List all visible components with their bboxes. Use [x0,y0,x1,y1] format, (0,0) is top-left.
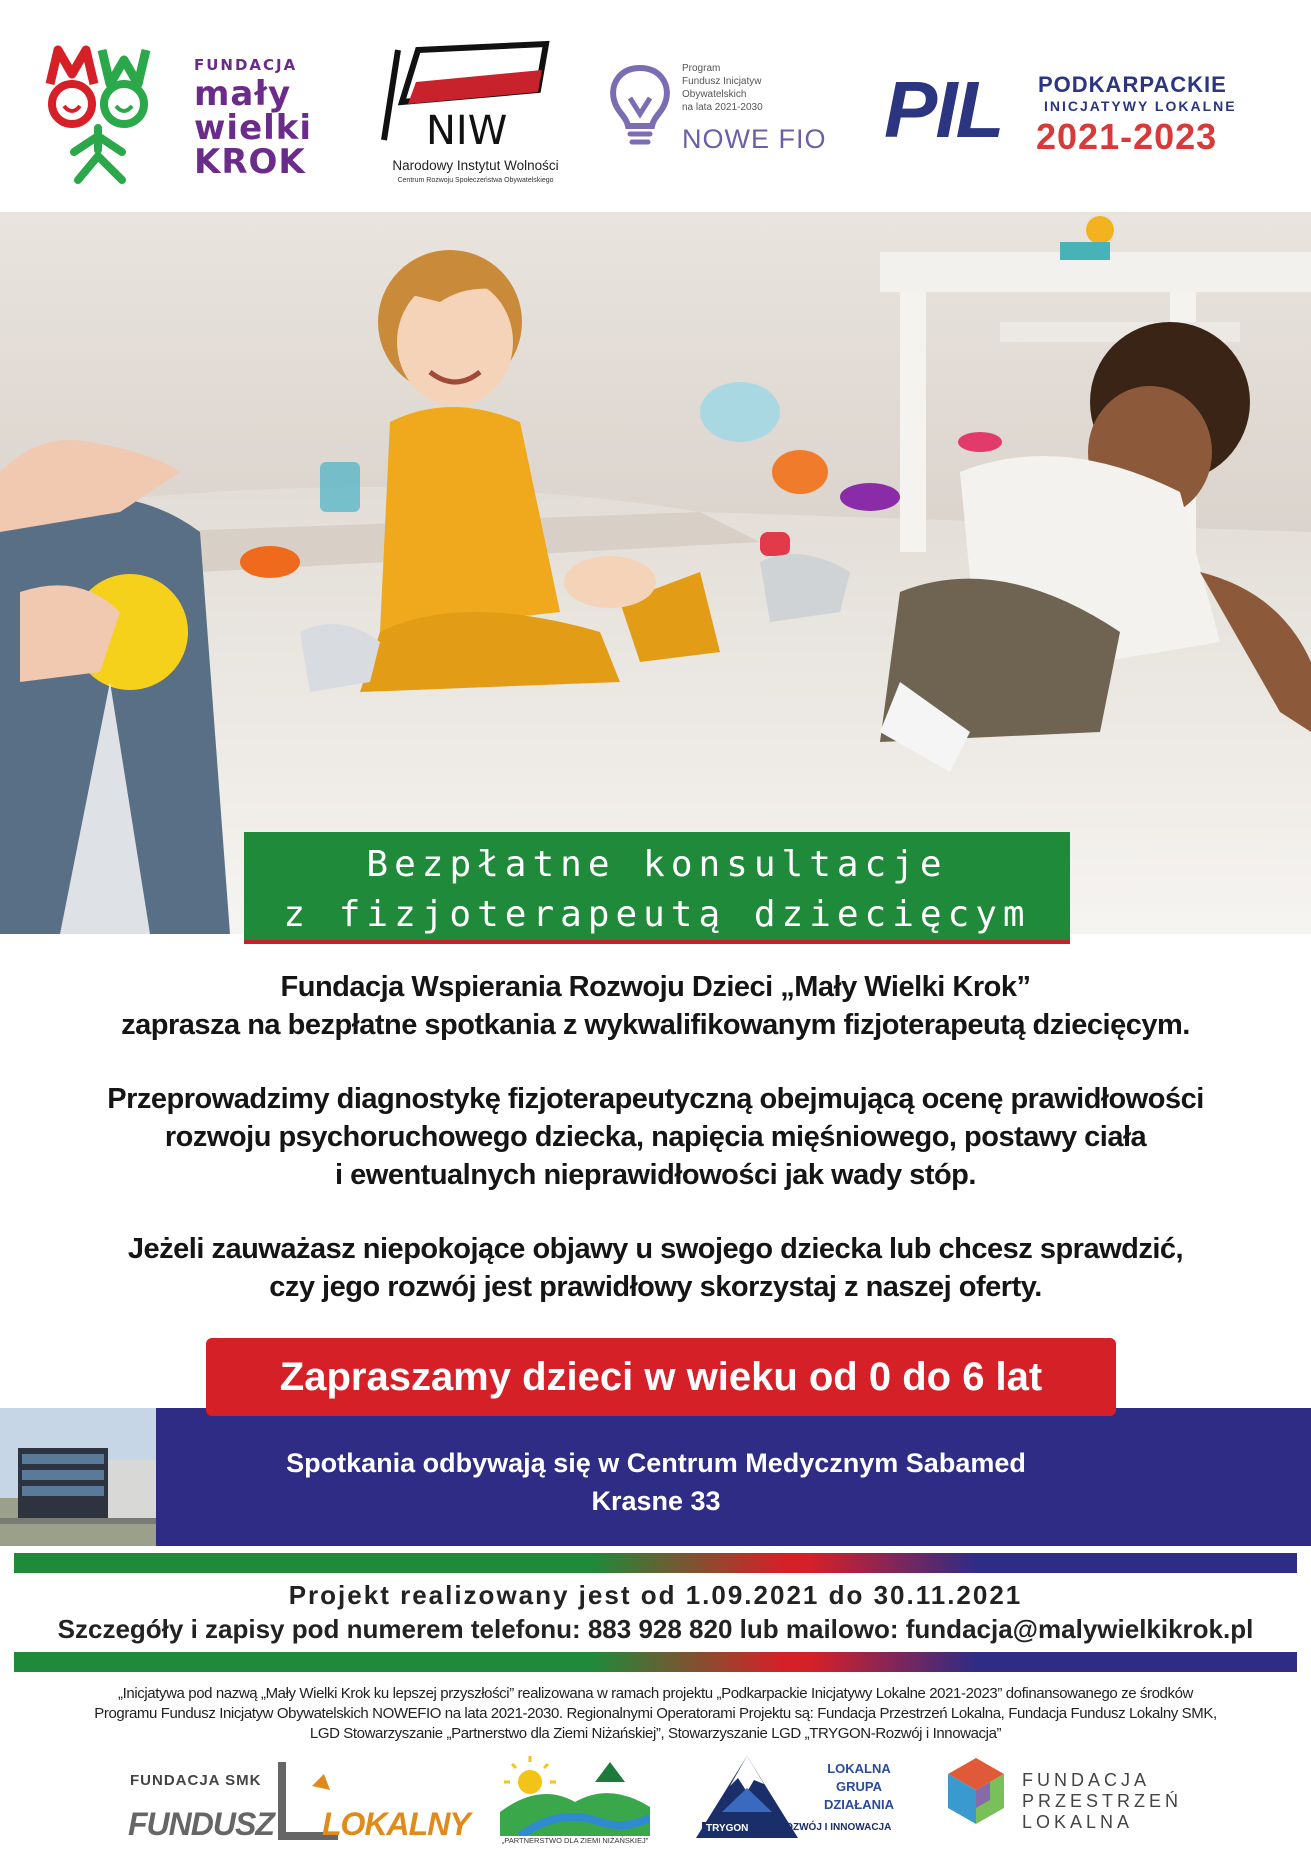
pil-podkarpackie: PODKARPACKIE [1038,72,1227,97]
medical-center-building-image [0,1408,156,1546]
intro-line-2: zaprasza na bezpłatne spotkania z wykwalifikowanym fizjoterapeutą dziecięcym. [121,1009,1190,1041]
diagnostics-line-2: rozwoju psychoruchowego dziecka, napięcia mięśniowego, postawy ciała [164,1121,1147,1153]
intro-line-1: Fundacja Wspierania Rozwoju Dzieci „Mały Wielki Krok” [280,971,1031,1003]
fine-print-line-1: „Inicjatywa pod nazwą „Mały Wielki Krok ku lepszej przyszłości” realizowana w ramach projektu „Podkarpackie Inicjatywy Lokalne 2021-2023” dofinansowanego ze środków [118,1685,1193,1702]
pil-inicjatywy: INICJATYWY LOKALNE [1044,98,1237,114]
trygon-tagline: ROZWÓJ I INNOWACJA [778,1822,892,1833]
fine-print-line-3: LGD Stowarzyszanie „Partnerstwo dla Ziemi Niżańskiej”, Stowarzyszanie LGD „TRYGON-Rozwój i Innowacja” [309,1725,1002,1742]
offer-paragraph [30,1230,1281,1306]
fio-small-4: na lata 2021-2030 [682,102,763,113]
partnerstwo-ziemi-nizanskiej-logo [500,1752,650,1852]
niw-flag-icon [368,40,583,155]
diagnostics-paragraph [30,1080,1281,1194]
pil-logo [884,65,1254,168]
landscape-sun-icon [500,1752,650,1836]
offer-line-2: czy jego rozwój jest prawidłowy skorzystaj z naszej oferty. [269,1271,1042,1303]
niw-logo [368,40,583,190]
nowe-fio-logo [604,62,844,162]
fio-small-2: Fundusz Inicjatyw [682,76,762,87]
fio-small-1: Program [682,63,721,74]
location-band [0,1408,1311,1546]
pil-years: 2021-2023 [1036,116,1218,157]
pil-mark: PIL [884,65,1003,154]
mwk-maly: mały [194,74,292,114]
fio-title: NOWE FIO [682,124,827,154]
trygon-name: TRYGON [702,1822,752,1835]
smk-fundusz: FUNDUSZ [128,1806,274,1842]
hexagon-cube-icon [940,1752,1012,1832]
offer-line-1: Jeżeli zauważasz niepokojące objawy u swojego dziecka lub chcesz sprawdzić, [127,1233,1184,1265]
location-line-1: Spotkania odbywają się w Centrum Medycznym Sabamed [286,1448,1026,1478]
pdz-caption: „PARTNERSTWO DLA ZIEMI NIŻAŃSKIEJ” [501,1836,649,1845]
niw-subcaption: Centrum Rozwoju Społeczeństwa Obywatelskiego [397,177,554,184]
hero-photo [0,212,1311,934]
color-stripe-top [14,1553,1297,1573]
niw-caption: Narodowy Instytut Wolności [392,158,559,173]
mwk-wielki: wielki [194,108,313,148]
children-playing-salt-room-image [0,212,1311,934]
lightbulb-icon [604,62,676,152]
fio-small-3: Obywatelskich [682,89,747,100]
age-invitation-banner: Zapraszamy dzieci w wieku od 0 do 6 lat [206,1338,1116,1416]
project-period: Projekt realizowany jest od 1.09.2021 do 30.11.2021 [288,1580,1023,1610]
smk-top-text: FUNDACJA SMK [130,1772,262,1789]
trygon-line-2: GRUPA [836,1779,882,1794]
color-stripe-bottom [14,1652,1297,1672]
diagnostics-line-3: i ewentualnych nieprawidłowości jak wady stóp. [335,1159,976,1191]
trygon-lgd-text [814,1760,904,1814]
fpl-line-1: FUNDACJA [1022,1770,1151,1790]
mwk-fundacja: FUNDACJA [194,56,298,74]
smk-lokalny: LOKALNY [322,1806,470,1842]
intro-paragraph [30,968,1281,1044]
fpl-line-2: PRZESTRZEŃ [1022,1791,1183,1811]
fundusz-lokalny-smk-logo [124,1752,470,1852]
trygon-lgd-logo [692,1752,902,1852]
niw-mark: NIW [426,108,508,154]
location-address: Krasne 33 [591,1486,721,1516]
fpl-line-3: LOKALNA [1022,1812,1134,1832]
mwk-krok: KROK [194,142,306,182]
mwk-figures-icon [44,40,194,190]
trygon-line-1: LOKALNA [827,1761,891,1776]
funding-fine-print [20,1684,1291,1744]
fio-program-text [682,62,763,114]
fundacja-przestrzen-lokalna-logo [940,1752,1190,1852]
contact-details: Szczegóły i zapisy pod numerem telefonu: 883 928 820 lub mailowo: fundacja@malywielkikrok.pl [57,1614,1254,1644]
consultation-banner [244,832,1070,944]
fpl-text [1022,1770,1182,1833]
fine-print-line-2: Programu Fundusz Inicjatyw Obywatelskich NOWEFIO na lata 2021-2030. Regionalnymi Operatorami Projektu są: Fundacja Przestrzeń Lokalna, Fundacja Fundusz Lokalny SMK, [94,1705,1217,1722]
diagnostics-line-1: Przeprowadzimy diagnostykę fizjoterapeutyczną obejmującą ocenę prawidłowości [107,1083,1204,1115]
trygon-line-3: DZIAŁANIA [823,1797,895,1812]
maly-wielki-krok-logo [44,40,334,190]
banner-line-1: Bezpłatne konsultacje [366,844,948,885]
mwk-wordmark [194,56,313,182]
banner-line-2: z fizjoterapeutą dziecięcym [283,894,1031,935]
logo-bar [0,0,1311,212]
